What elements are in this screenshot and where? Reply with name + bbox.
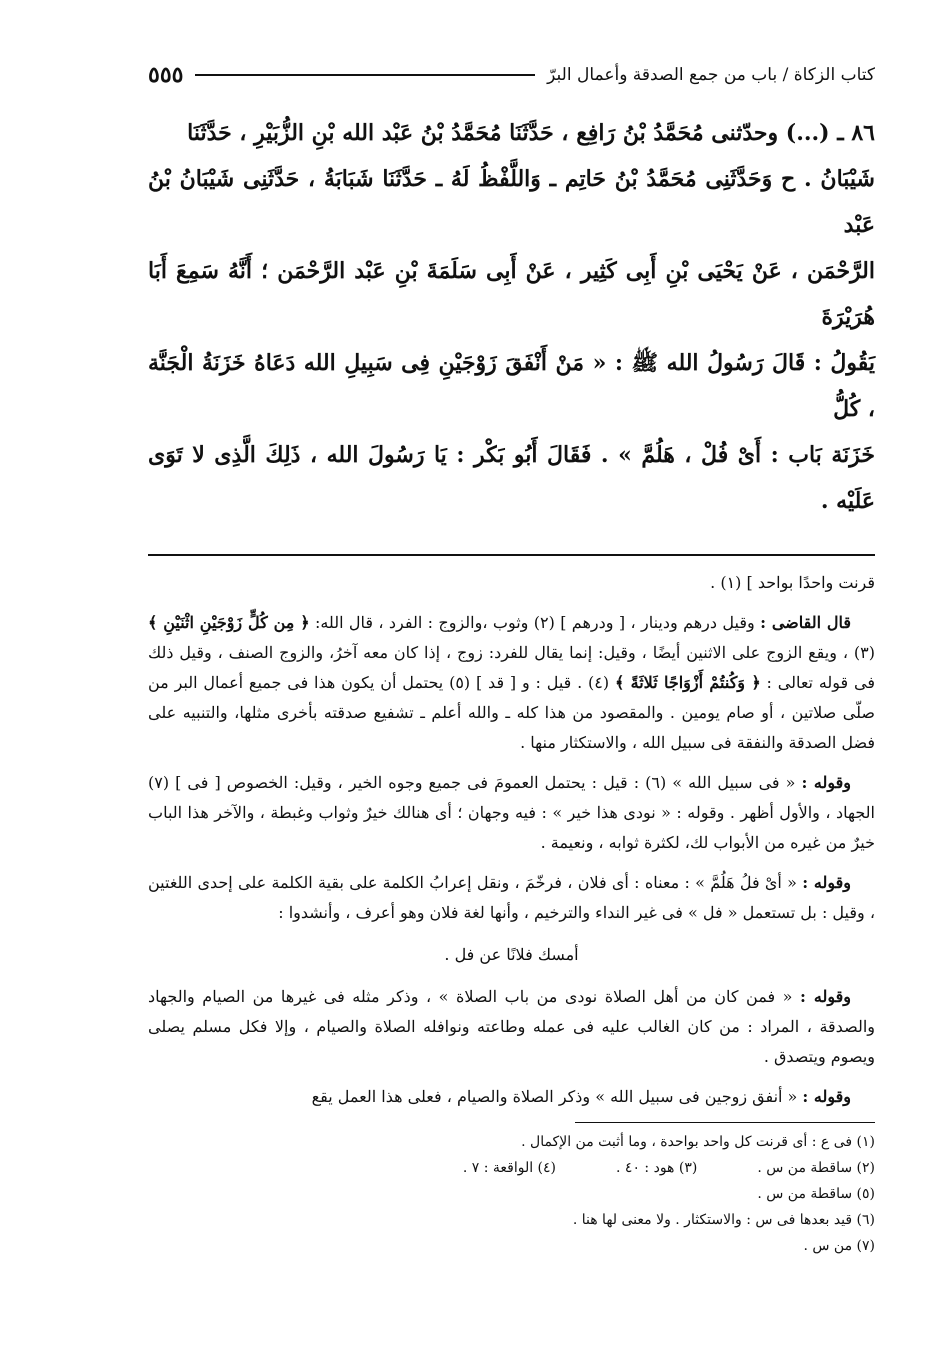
hadith-line: خَزَنَة بَاب : أَىْ فُلْ ، هَلُمَّ » . فَقَالَ أَبُو بَكْر : يَا رَسُولَ الله ، ذَلِكَ الَّذِى لا تَوَى عَلَيْه . — [148, 442, 875, 514]
hadith-line: الرَّحْمَن ، عَنْ يَحْيَى بْنِ أَبِى كَثِير ، عَنْ أَبِى سَلَمَةَ بْنِ عَبْد الرَّحْمَن ؛ أَنَّهُ سَمِعَ أَبَا هُرَيْرَةَ — [148, 258, 875, 330]
footnote: (٤) الواقعة : ٧ . — [462, 1160, 557, 1176]
paragraph-text: (٣) ، ويقع الزوج على الاثنين أيضًا ، وقيل: إنما يقال للفرد: زوج ، إذا كان معه آخرُ، والزوج الصنف ، وقيل ذلك فى قوله تعالى : — [148, 643, 875, 692]
commentary-paragraph — [148, 1082, 875, 1112]
paragraph-text: « فى سبيل الله » (٦) : قيل : يحتمل العمومَ فى جميع وجوه الخير ، وقيل: الخصوص [ فى ] (٧) الجهاد ، والأول أظهر . وقوله : « نودى هذا خير » : فيه وجهان ؛ أى هنالك خيرٌ وثواب وغبطة ، والآخر هذا الباب خيرٌ من غيره من الأبواب لك، لكثرة ثوابه ، ونعيمة . — [148, 773, 875, 852]
footnotes — [148, 1129, 875, 1259]
header-rule — [195, 74, 535, 76]
paragraph-text: (٤) . قيل : و [ قد ] (٥) يحتمل أن يكون هذا فى جميع أعمال البر من صلّى صلاتين ، أو صام يومين . والمقصود من هذا كله ـ والله أعلم ـ تشفيع صدقته بأخرى مثلها، والتنبيه على فضل الصدقة والنفقة فى سبيل الله ، والاستكثار منها . — [148, 673, 875, 752]
footnote: (٦) قيد بعدها فى س : والاستكثار . ولا معنى لها هنا . — [572, 1212, 875, 1228]
section-divider — [148, 554, 875, 556]
paragraph-lead: وقوله : — [802, 873, 851, 892]
paragraph-lead: وقوله : — [801, 773, 851, 792]
paragraph-text: « أىْ فلُ هَلُمَّ » : معناه : أى فلان ، فرخّمَ ، ونقل إعرابُ الكلمة على بقية الكلمة على إحدى اللغتين ، وقيل : بل تستعمل « فل » فى غير النداء والترخيم ، وأنها لغة فلان وهو أعرف ، وأنشدوا : — [148, 873, 875, 922]
commentary-paragraph: قرنت واحدًا بواحد ] (١) . — [710, 573, 875, 592]
paragraph-lead: قال القاضى : — [760, 613, 852, 632]
footnote-divider — [575, 1122, 875, 1123]
commentary — [148, 568, 875, 1112]
footnote: (٧) من س . — [803, 1238, 875, 1254]
paragraph-text: « أنفق زوجين فى سبيل الله » وذكر الصلاة والصيام ، فعلى هذا العمل يقع — [311, 1087, 803, 1106]
hadith-line: ٨٦ ـ (...) وحدّثنى مُحَمَّدُ بْنُ رَافِع ، حَدَّثَنَا مُحَمَّدُ بْنُ عَبْد الله بْنِ الزُّبَيْرِ ، حَدَّثَنَا — [187, 120, 875, 146]
paragraph-text: « فمن كان من أهل الصلاة نودى من باب الصلاة » ، وذكر مثله فى غيرها من الصيام والجهاد والصدقة ، المراد : من كان الغالب عليه فى عمله وطاعته ونوافله الصلاة والصيام ، وإلا فكل مسلم يصلى ويصوم ويتصدق . — [148, 987, 875, 1066]
running-header — [148, 58, 875, 92]
commentary-paragraph — [148, 982, 875, 1072]
commentary-paragraph — [148, 608, 875, 758]
hadith-line: شَيْبَانُ . ح وَحَدَّثَنِى مُحَمَّدُ بْنُ حَاتِم ـ وَاللَّفْظُ لَهُ ـ حَدَّثَنَا شَبَابَةُ ، حَدَّثَنِى شَيْبَانُ بْنُ عَبْد — [148, 166, 875, 238]
header-title: كتاب الزكاة / باب من جمع الصدقة وأعمال البرّ — [547, 65, 875, 85]
footnote: (٥) ساقطة من س . — [757, 1186, 875, 1202]
paragraph-lead: وقوله : — [802, 1087, 851, 1106]
footnote-row — [148, 1155, 875, 1181]
paragraph-lead: وقوله : — [799, 987, 851, 1006]
hadith-line: يَقُولُ : قَالَ رَسُولُ الله ﷺ : « مَنْ أَنْفَقَ زَوْجَيْنِ فِى سَبِيلِ الله دَعَاهُ خَزَنَةُ الْجَنَّة ، كُلُّ — [148, 350, 875, 422]
quran-quote: ﴿ مِن كُلٍّ زَوْجَيْنِ اثْنَيْنِ ﴾ — [148, 613, 310, 632]
poetry-verse: أمسك فلانًا عن فل . — [444, 945, 579, 964]
footnote: (٣) هود : ٤٠ . — [616, 1160, 698, 1176]
footnote: (١) فى ع : أى قرنت كل واحد بواحدة ، وما أثبت من الإكمال . — [521, 1134, 875, 1150]
commentary-paragraph — [148, 868, 875, 928]
paragraph-text: وقيل درهم ودينار ، [ ودرهم ] (٢) وثوب ،والزوج : الفرد ، قال الله: — [309, 613, 761, 632]
footnote: (٢) ساقطة من س . — [757, 1160, 875, 1176]
page-number: ٥٥٥ — [148, 62, 184, 88]
quran-quote: ﴿ وَكُنتُمْ أَزْوَاجًا ثَلاثَةً ﴾ — [614, 673, 761, 692]
hadith-text — [148, 110, 875, 524]
commentary-paragraph — [148, 768, 875, 858]
